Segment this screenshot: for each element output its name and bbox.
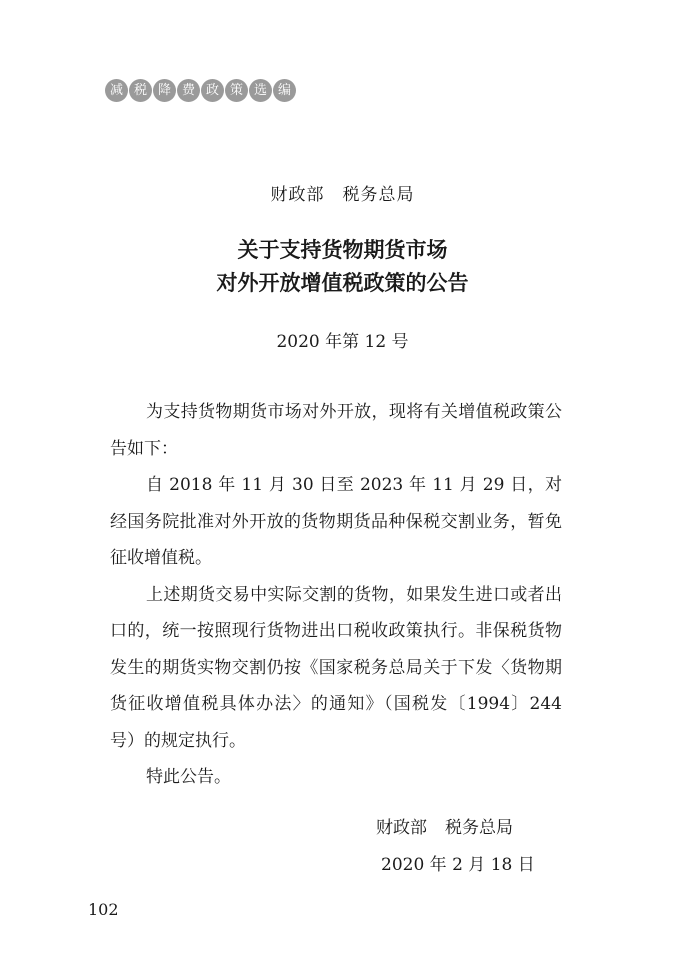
- page-number: 102: [88, 900, 119, 919]
- paragraph-exemption: 自 2018 年 11 月 30 日至 2023 年 11 月 29 日，对经国务院批准对外开放的货物期货品种保税交割业务，暂免征收增值税。: [110, 475, 562, 568]
- paragraph-closing: 特此公告。: [146, 767, 231, 787]
- series-char: 降: [153, 79, 176, 102]
- document-body: [110, 394, 562, 796]
- issuer-ministry-of-finance: 财政部: [270, 185, 325, 205]
- issuer-tax-administration: 税务总局: [342, 185, 415, 205]
- series-char: 费: [177, 79, 200, 102]
- series-header: [105, 79, 296, 102]
- series-char: 编: [273, 79, 296, 102]
- signature-authorities: [376, 813, 513, 838]
- paragraph-intro: 为支持货物期货市场对外开放，现将有关增值税政策公告如下：: [110, 402, 562, 459]
- series-char: 政: [201, 79, 224, 102]
- series-char: 选: [249, 79, 272, 102]
- signature-date: 2020 年 2 月 18 日: [381, 855, 535, 875]
- signature-ministry-of-finance: 财政部: [376, 818, 427, 838]
- signature-tax-administration: 税务总局: [445, 818, 513, 838]
- title-line-1: 关于支持货物期货市场: [237, 238, 448, 262]
- title-line-2: 对外开放增值税政策的公告: [216, 271, 469, 295]
- paragraph-delivery-rules: 上述期货交易中实际交割的货物，如果发生进口或者出口的，统一按照现行货物进出口税收政策执行。非保税货物发生的期货实物交割仍按《国家税务总局关于下发〈货物期货征收增值税具体办法〉的通知》（国税发〔1994〕244 号）的规定执行。: [110, 584, 562, 751]
- series-char: 策: [225, 79, 248, 102]
- series-char: 减: [105, 79, 128, 102]
- document-number: 2020 年第 12 号: [276, 332, 409, 352]
- issuing-authorities: [0, 180, 685, 205]
- series-char: 税: [129, 79, 152, 102]
- document-title: [0, 234, 685, 300]
